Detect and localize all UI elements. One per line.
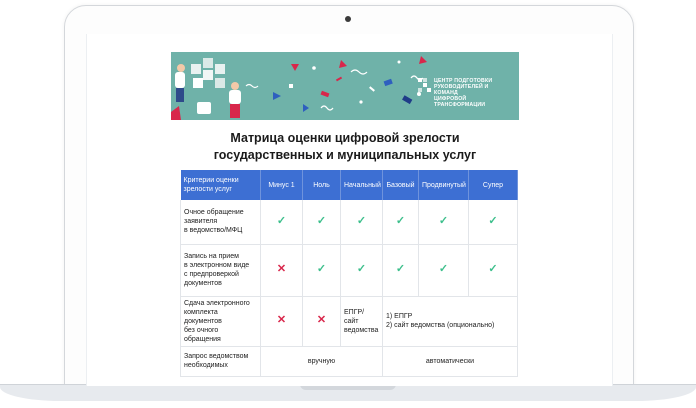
check-icon: ✓ <box>469 200 518 244</box>
check-icon: ✓ <box>383 200 419 244</box>
cross-icon: ✕ <box>303 296 341 346</box>
document-page <box>171 52 519 386</box>
criterion-cell: Запись на прием в электронном виде с предпроверкой документов <box>181 244 261 296</box>
check-icon: ✓ <box>419 244 469 296</box>
check-icon: ✓ <box>261 200 303 244</box>
table-row <box>181 244 518 296</box>
check-icon: ✓ <box>469 244 518 296</box>
check-icon: ✓ <box>341 244 383 296</box>
manual-cell: вручную <box>261 346 383 376</box>
organization-logo <box>434 78 506 108</box>
table-header-row <box>181 170 518 200</box>
title-line-2: государственных и муниципальных услуг <box>213 148 477 162</box>
maturity-matrix-table <box>180 170 518 377</box>
webcam-icon <box>345 16 351 22</box>
column-header-minus1: Минус 1 <box>261 170 303 200</box>
column-header-initial: Начальный <box>341 170 383 200</box>
column-header-basic: Базовый <box>383 170 419 200</box>
check-icon: ✓ <box>341 200 383 244</box>
column-header-super: Супер <box>469 170 518 200</box>
criterion-cell: Сдача электронного комплекта документов без очного обращения <box>181 296 261 346</box>
column-header-criteria: Критерии оценки зрелости услуг <box>181 170 261 200</box>
check-icon: ✓ <box>419 200 469 244</box>
check-icon: ✓ <box>303 244 341 296</box>
document-title <box>171 130 519 164</box>
title-line-1: Матрица оценки цифровой зрелости <box>230 131 460 145</box>
criterion-cell: Очное обращение заявителя в ведомство/МФЦ <box>181 200 261 244</box>
header-banner <box>171 52 519 120</box>
logo-line-3: ЦИФРОВОЙ ТРАНСФОРМАЦИИ <box>434 96 486 108</box>
criterion-cell: Запрос ведомством необходимых <box>181 346 261 376</box>
merged-levels-cell: 1) ЕПГР 2) сайт ведомства (опционально) <box>383 296 518 346</box>
table-row <box>181 200 518 244</box>
logo-line-1: ЦЕНТР ПОДГОТОВКИ <box>434 78 493 84</box>
table-row <box>181 346 518 376</box>
column-header-zero: Ноль <box>303 170 341 200</box>
logo-line-2: РУКОВОДИТЕЛЕЙ И КОМАНД <box>434 84 489 96</box>
column-header-advanced: Продвинутый <box>419 170 469 200</box>
initial-level-cell: ЕПГР/ сайт ведомства <box>341 296 383 346</box>
screen <box>86 34 613 386</box>
table-row <box>181 296 518 346</box>
cross-icon: ✕ <box>261 296 303 346</box>
cross-icon: ✕ <box>261 244 303 296</box>
automatic-cell: автоматически <box>383 346 518 376</box>
check-icon: ✓ <box>383 244 419 296</box>
logo-icon <box>418 78 431 94</box>
check-icon: ✓ <box>303 200 341 244</box>
